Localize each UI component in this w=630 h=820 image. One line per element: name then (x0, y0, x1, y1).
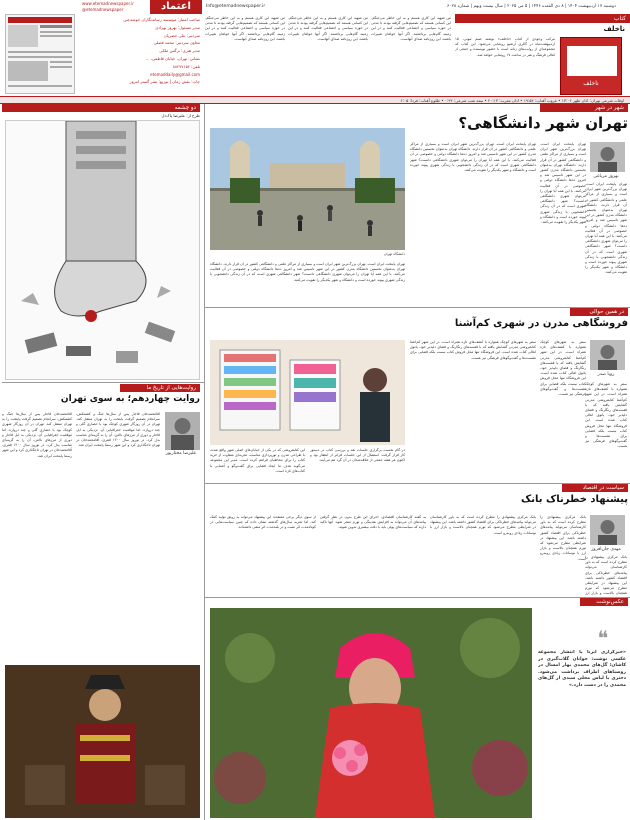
email-address[interactable]: Info@etemadnewspaper.ir (206, 4, 266, 9)
urban-headline: تهران شهر دانشگاهی؟ (458, 114, 628, 132)
section-divider (205, 307, 630, 308)
prayer-times-bar: اوقات شرعی تهران: اذان ظهر ۱۳:۰۶ • غروب آفتاب: ۱۹:۵۴ • اذان مغرب: ۲۰:۱۳ • نیمه شب شرعی: ۰:۴۴ • طلوع آفتاب: فردا: ۶:۰۵ (0, 96, 630, 104)
thumbnail-line (8, 56, 72, 58)
bookstore-author-photo (590, 340, 625, 370)
history-section-label: روایت‌هایی از تاریخ ما (120, 384, 200, 392)
history-author: علیرضا مختارپور (165, 451, 197, 456)
colophon-line: معاون سردبیر: محمد فضلی (153, 40, 200, 46)
economy-author-photo (590, 515, 625, 545)
thumbnail-header (8, 17, 72, 23)
university-photo (210, 128, 405, 250)
site-url[interactable]: www.etemadnewspaper.ir (82, 1, 134, 6)
section-divider (205, 483, 630, 484)
colophon-line: نشانی: تهران، خیابان فاطمی، ... (145, 55, 200, 61)
history-headline: روایت چهاردهم؛ به سوی تهران (60, 394, 200, 404)
history-body-1: آقامحمدخان قاجار پس از سال‌ها جنگ و کشمکش، سرانجام تصمیم گرفت پایتخت را به تهران منتقل کند. تهران در آن روزگار شهری کوچک بود با حصاری گلی و چند دروازه. اما موقعیت جغرافیایی آن، نزدیکی به ایل قاجار و دوری از مرزهای ناامن، آن را به گزینه‌ای مناسب بدل کرد. در نوروز سال ۱۲۰۰ قمری، آقامحمدخان در تهران تاجگذاری کرد و این شهر رسما پایتخت ایران شد. (2, 412, 72, 458)
editorial-cartoon (5, 120, 200, 380)
university-caption: دانشگاه تهران (383, 252, 405, 256)
history-author-photo (165, 412, 200, 450)
thumbnail-line (8, 51, 72, 53)
bookstore-body-2: سفر به شهرهای کوچک همواره با کشف‌های تازه همراه است. در این شهر کم‌آشنا کتابفروشی مدرنی گشایش یافته که با قفسه‌های رنگارنگ و فضای دلپذیر خود، پاتوق اهالی کتاب شده است. این فروشگاه تنها محل فروش کتاب نیست بلکه فضایی برای نشست‌ها و گفت‌وگوهای فرهنگی نیز هست. (540, 340, 586, 397)
section-divider (2, 382, 204, 383)
urban-body-4: تهران پایتخت ایران است. تهران بزرگ‌ترین شهر ایران است و بسیاری از مراکز علمی و دانشگاهی کشور در آن قرار دارند. دانشگاه تهران به‌عنوان نخستین دانشگاه مدرن کشور در این شهر تاسیس شد و امروز ده‌ها دانشگاه دولتی و خصوصی در آن فعالیت می‌کنند. با این همه آیا تهران را می‌توان شهری دانشگاهی دانست؟ شهر دانشگاهی شهری است که در آن زندگی دانشجویی با زندگی شهری پیوند خورده است و دانشگاه و شهر یکدیگر را تقویت می‌کنند. (585, 182, 627, 275)
bookstore-body-5: در گام نخست برگزاری جلسات نقد و بررسی کتاب در دستور کار قرار گرفت. استقبال از این جلسات فراتر از انتظار بود و اکنون هر هفته جمعی از علاقه‌مندان در آن گرد هم می‌آیند. (310, 448, 405, 463)
colophon-line: etemaddaily@gmail.com (150, 71, 200, 77)
thumbnail-line (40, 25, 72, 28)
urban-section-label: شهر در شهر (540, 104, 628, 112)
thumbnail-photo (8, 61, 48, 81)
top-right-headline: ناخلف (603, 25, 625, 33)
thumbnail-line (50, 66, 72, 68)
top-center-text-2: من شهید این کاری هستم و به این خاطر می‌جنگم. این کسانی هستند که تصمیم‌هایی گرفته بودند تا مدتی در حوزه سیاسی و اجتماعی فعالیت کنند و در این زمینه گام‌هایی برداشتند. اگر آنها خواهان تغییرات باشند، این روزنامه صدای آنهاست. (288, 16, 368, 41)
colophon-line: مدیر هنری: نرگس ملکی (159, 48, 200, 54)
urban-author: بهروز مرباغی (593, 174, 619, 179)
bookstore-section-label: در همین حوالی (570, 308, 628, 316)
date-line: دوشنبه ۱۷ اردیبهشت ۱۴۰۴ | ۸ ذی القعده ۱۴۴۶ | ۵ می ۲۰۲۵ | سال بیست ونهم | شماره ۶۰۲۸ (446, 4, 616, 9)
economy-body-5: بانک مرکزی پیشنهادی را مطرح کرده است که به باور کارشناسان می‌تواند پیامدهای خطرناکی برای اقتصاد کشور داشته باشد. این پیشنهاد در شرایطی مطرح می‌شود که تورم همچنان بالاست و بازار ارز (585, 555, 627, 595)
colophon (80, 16, 200, 88)
colophon-line: صاحب امتیاز: موسسه رسانه‌نگاران خوشه‌چین (123, 17, 200, 22)
colophon-line: تلفن: ۸۸۲۷۷۱۵۲ (172, 63, 200, 69)
thumbnail-line (40, 35, 72, 37)
colophon-line: چاپ: نقش زمان | توزیع: نشر گستر امروز (129, 79, 200, 85)
book-cover-illustration (567, 46, 617, 76)
cartoon-caption: طرح از: علیرضا پاک‌دل (161, 113, 200, 118)
economy-author: مهدی جان‌افروز (591, 547, 621, 552)
thumbnail-line (8, 85, 72, 87)
bookstore-body-3: سفر به شهرهای کوچک همواره با کشف‌های تازه همراه است. در این شهر کم‌آشنا کتابفروشی مدرنی گشایش یافته که با قفسه‌های رنگارنگ و فضای دلپذیر خود، پاتوق اهالی کتاب شده است. این فروشگاه تنها محل فروش کتاب نیست بلکه فضایی برای نشست‌ها و گفت‌وگوهای فرهنگی نیز هست. (585, 382, 627, 449)
photo-essay-section-label: عکس‌نوشت (580, 598, 628, 606)
bookstore-photo (210, 340, 405, 445)
urban-author-photo (590, 142, 625, 172)
economy-body-2: بانک مرکزی پیشنهادی را مطرح کرده است که به باور کارشناسان می‌تواند پیامدهای خطرناکی برای اقتصاد کشور داشته باشد. این پیشنهاد در شرایطی مطرح می‌شود که تورم همچنان بالاست و بازار ارز با نوسانات زیادی روبه‌رو است. (430, 515, 536, 535)
economy-body-1: بانک مرکزی پیشنهادی را مطرح کرده است که به باور کارشناسان می‌تواند پیامدهای خطرناکی برای اقتصاد کشور داشته باشد. این پیشنهاد در شرایطی مطرح می‌شود که تورم همچنان بالاست و بازار ارز با نوسانات زیادی روبه‌رو است. (540, 515, 586, 561)
front-page-thumbnail[interactable] (5, 14, 75, 94)
masthead-logo: اعتماد (150, 0, 202, 14)
colophon-line: سردبیر: علی خضریان (163, 32, 200, 38)
thumbnail-line (40, 31, 72, 33)
bookstore-headline: فروشگاهی مدرن در شهری کم‌آشنا (454, 318, 628, 329)
bookstore-author: رویا صدر (597, 372, 615, 377)
masthead (0, 0, 630, 14)
economy-body-3: به گفته کارشناسان اقتصادی، اجرای این طرح بدون در نظر گرفتن پیامدهای آن می‌تواند به افزایش نقدینگی و تورم منجر شود. آنها تاکید دارند که سیاست‌های پولی باید با دقت بیشتری تدوین شوند. (320, 515, 426, 530)
bookstore-body-1: سفر به شهرهای کوچک همواره با کشف‌های تازه همراه است. در این شهر کم‌آشنا کتابفروشی مدرنی گشایش یافته که با قفسه‌های رنگارنگ و فضای دلپذیر خود، پاتوق اهالی کتاب شده است. این فروشگاه تنها محل فروش کتاب نیست بلکه فضایی برای نشست‌ها و گفت‌وگوهای فرهنگی نیز هست. (410, 340, 536, 360)
urban-body-2: تهران پایتخت ایران است. تهران بزرگ‌ترین شهر ایران است و بسیاری از مراکز علمی و دانشگاهی کشور در آن قرار دارند. دانشگاه تهران به‌عنوان نخستین دانشگاه مدرن کشور در این شهر تاسیس شد و امروز ده‌ها دانشگاه دولتی و خصوصی در آن فعالیت می‌کنند. با این همه آیا تهران را می‌توان شهری دانشگاهی دانست؟ شهر دانشگاهی شهری است که در آن زندگی دانشجویی با زندگی شهری پیوند خورده است و دانشگاه و شهر یکدیگر را تقویت می‌کنند. (410, 142, 536, 173)
qajar-painting (5, 665, 200, 818)
top-right-section-label: کتاب (455, 14, 630, 23)
history-body-2: آقامحمدخان قاجار پس از سال‌ها جنگ و کشمکش، سرانجام تصمیم گرفت پایتخت را به تهران منتقل کند. تهران در آن روزگار شهری کوچک بود با حصاری گلی و چند دروازه. اما موقعیت جغرافیایی آن، نزدیکی به ایل قاجار و دوری از مرزهای ناامن، آن را به گزینه‌ای مناسب بدل کرد. در نوروز سال ۱۲۰۰ قمری، آقامحمدخان در تهران تاجگذاری کرد و این شهر رسما پایتخت ایران شد. (76, 412, 160, 448)
column-divider (204, 104, 205, 820)
urban-body-1: تهران پایتخت ایران است. تهران بزرگ‌ترین شهر ایران است و بسیاری از مراکز علمی و دانشگاهی کشور در آن قرار دارند. دانشگاه تهران به‌عنوان نخستین دانشگاه مدرن کشور در این شهر تاسیس شد و امروز ده‌ها دانشگاه دولتی و خصوصی در آن فعالیت می‌کنند. با این همه آیا تهران را می‌توان شهری دانشگاهی دانست؟ شهر دانشگاهی شهری است که در آن زندگی دانشجویی با زندگی شهری پیوند خورده است و دانشگاه و شهر یکدیگر را تقویت می‌کنند. (540, 142, 586, 225)
section-divider (205, 597, 630, 598)
top-center-text-3: من شهید این کاری هستم و به این خاطر می‌جنگم. این کسانی هستند که تصمیم‌هایی گرفته بودند تا مدتی در حوزه سیاسی و اجتماعی فعالیت کنند و در این زمینه گام‌هایی برداشتند. اگر آنها خواهان تغییرات باشند، این روزنامه صدای آنهاست. (371, 16, 451, 41)
economy-headline: پیشنهاد خطرناک بانک (521, 494, 628, 505)
quote-icon: ❝ (597, 626, 609, 650)
cartoon-section-label: دو چشمه (2, 104, 200, 112)
colophon-line: مدیر مسئول: بهروز بهزادی (155, 24, 200, 30)
top-center-text-1: من شهید این کاری هستم و به این خاطر می‌جنگم. این کسانی هستند که تصمیم‌هایی گرفته بودند تا مدتی در حوزه سیاسی و اجتماعی فعالیت کنند و در این زمینه گام‌هایی برداشتند. اگر آنها خواهان تغییرات باشند، این روزنامه صدای آنهاست. (205, 16, 285, 41)
photo-essay-quote: «خبرگزاری ایرنا با انتشار مجموعه عکسی نوشت: جوانان گلاب‌گیری در کاشان؛ گل‌های محمدی بهار امسال در روستاهای اطراف برداشت می‌شود. دختری با لباس محلی سبدی از گل‌های محمدی را در دست دارد.» (538, 650, 626, 688)
rose-girl-photo (210, 608, 532, 818)
book-cover (560, 37, 622, 95)
book-cover-title: ناخلف (583, 80, 599, 87)
urban-body-3: تهران پایتخت ایران است. تهران بزرگ‌ترین شهر ایران است و بسیاری از مراکز علمی و دانشگاهی کشور در آن قرار دارند. دانشگاه تهران به‌عنوان نخستین دانشگاه مدرن کشور در این شهر تاسیس شد و امروز ده‌ها دانشگاه دولتی و خصوصی در آن فعالیت می‌کنند. با این همه آیا تهران را می‌توان شهری دانشگاهی دانست؟ شهر دانشگاهی شهری است که در آن زندگی دانشجویی با زندگی شهری پیوند خورده است و دانشگاه و شهر یکدیگر را تقویت می‌کنند. (210, 262, 405, 282)
economy-body-4: از سوی دیگر برخی معتقدند این پیشنهاد می‌تواند به رونق تولید کمک کند. اما تجربه سال‌های گذشته نشان داده که چنین سیاست‌هایی در کوتاه‌مدت اثر مثبت و در بلندمدت اثر منفی داشته‌اند. (210, 515, 316, 530)
thumbnail-line (50, 61, 72, 63)
instagram-handle[interactable]: @etemadnewspaper (82, 7, 124, 12)
economy-section-label: سیاست در اقتصاد (562, 484, 628, 492)
bookstore-body-4: این کتابفروشی که در یکی از خیابان‌های اصلی شهر واقع شده، با طراحی مدرن و نورپردازی مناسب، تجربه‌ای متفاوت از خرید کتاب را برای مخاطبان فراهم کرده است. مدیر این مجموعه می‌گوید هدف ما ایجاد فضایی برای گفت‌وگو و آشنایی با کتاب‌های تازه است. (210, 448, 305, 473)
top-right-body: مرکب وجودی از کتاب «ناخلف» نوشته صنم ثبوتی، ۱۵ اردیبهشت‌ماه در گالری آرشیو رونمایی می‌شود. این کتاب که مجموعه‌ای از روایت‌های زنانه است با حضور نویسنده و جمعی از اهالی فرهنگ و هنر در ساعت ۱۷ رونمایی خواهد شد. (455, 37, 555, 57)
thumbnail-photo (8, 25, 38, 47)
colophon-list (80, 16, 200, 86)
